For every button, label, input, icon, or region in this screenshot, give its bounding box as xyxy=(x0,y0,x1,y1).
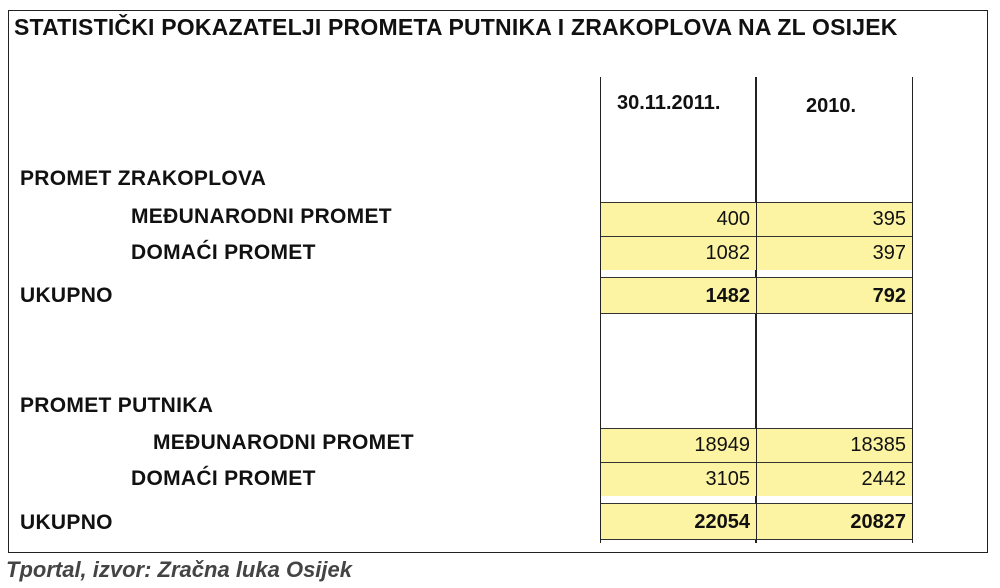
cell-passengers-international-2011: 18949 xyxy=(601,428,756,462)
section-heading-passengers: PROMET PUTNIKA xyxy=(20,394,214,417)
row-label-aircraft-international: MEĐUNARODNI PROMET xyxy=(131,205,392,228)
cell-aircraft-domestic-2011: 1082 xyxy=(601,236,756,270)
row-label-passengers-domestic: DOMAĆI PROMET xyxy=(131,467,316,490)
cell-aircraft-total-2010: 792 xyxy=(757,277,912,314)
cell-passengers-domestic-2011: 3105 xyxy=(601,462,756,496)
column-header-2011: 30.11.2011. xyxy=(617,92,721,114)
cell-passengers-domestic-2010: 2442 xyxy=(757,462,912,496)
column-header-2010: 2010. xyxy=(806,95,857,117)
row-label-passengers-international: MEĐUNARODNI PROMET xyxy=(153,431,414,454)
cell-aircraft-domestic-2010: 397 xyxy=(757,236,912,270)
cell-passengers-international-2010: 18385 xyxy=(757,428,912,462)
cell-aircraft-international-2011: 400 xyxy=(601,202,756,236)
cell-passengers-total-2010: 20827 xyxy=(757,503,912,540)
row-label-aircraft-domestic: DOMAĆI PROMET xyxy=(131,241,316,264)
cell-aircraft-international-2010: 395 xyxy=(757,202,912,236)
cell-aircraft-total-2011: 1482 xyxy=(601,277,756,314)
source-caption: Tportal, izvor: Zračna luka Osijek xyxy=(6,557,352,582)
table-title: STATISTIČKI POKAZATELJI PROMETA PUTNIKA I ZRAKOPLOVA NA ZL OSIJEK xyxy=(14,14,898,40)
cell-passengers-total-2011: 22054 xyxy=(601,503,756,540)
total-label-passengers: UKUPNO xyxy=(20,511,113,534)
total-label-aircraft: UKUPNO xyxy=(20,284,113,307)
section-heading-aircraft: PROMET ZRAKOPLOVA xyxy=(20,167,267,190)
